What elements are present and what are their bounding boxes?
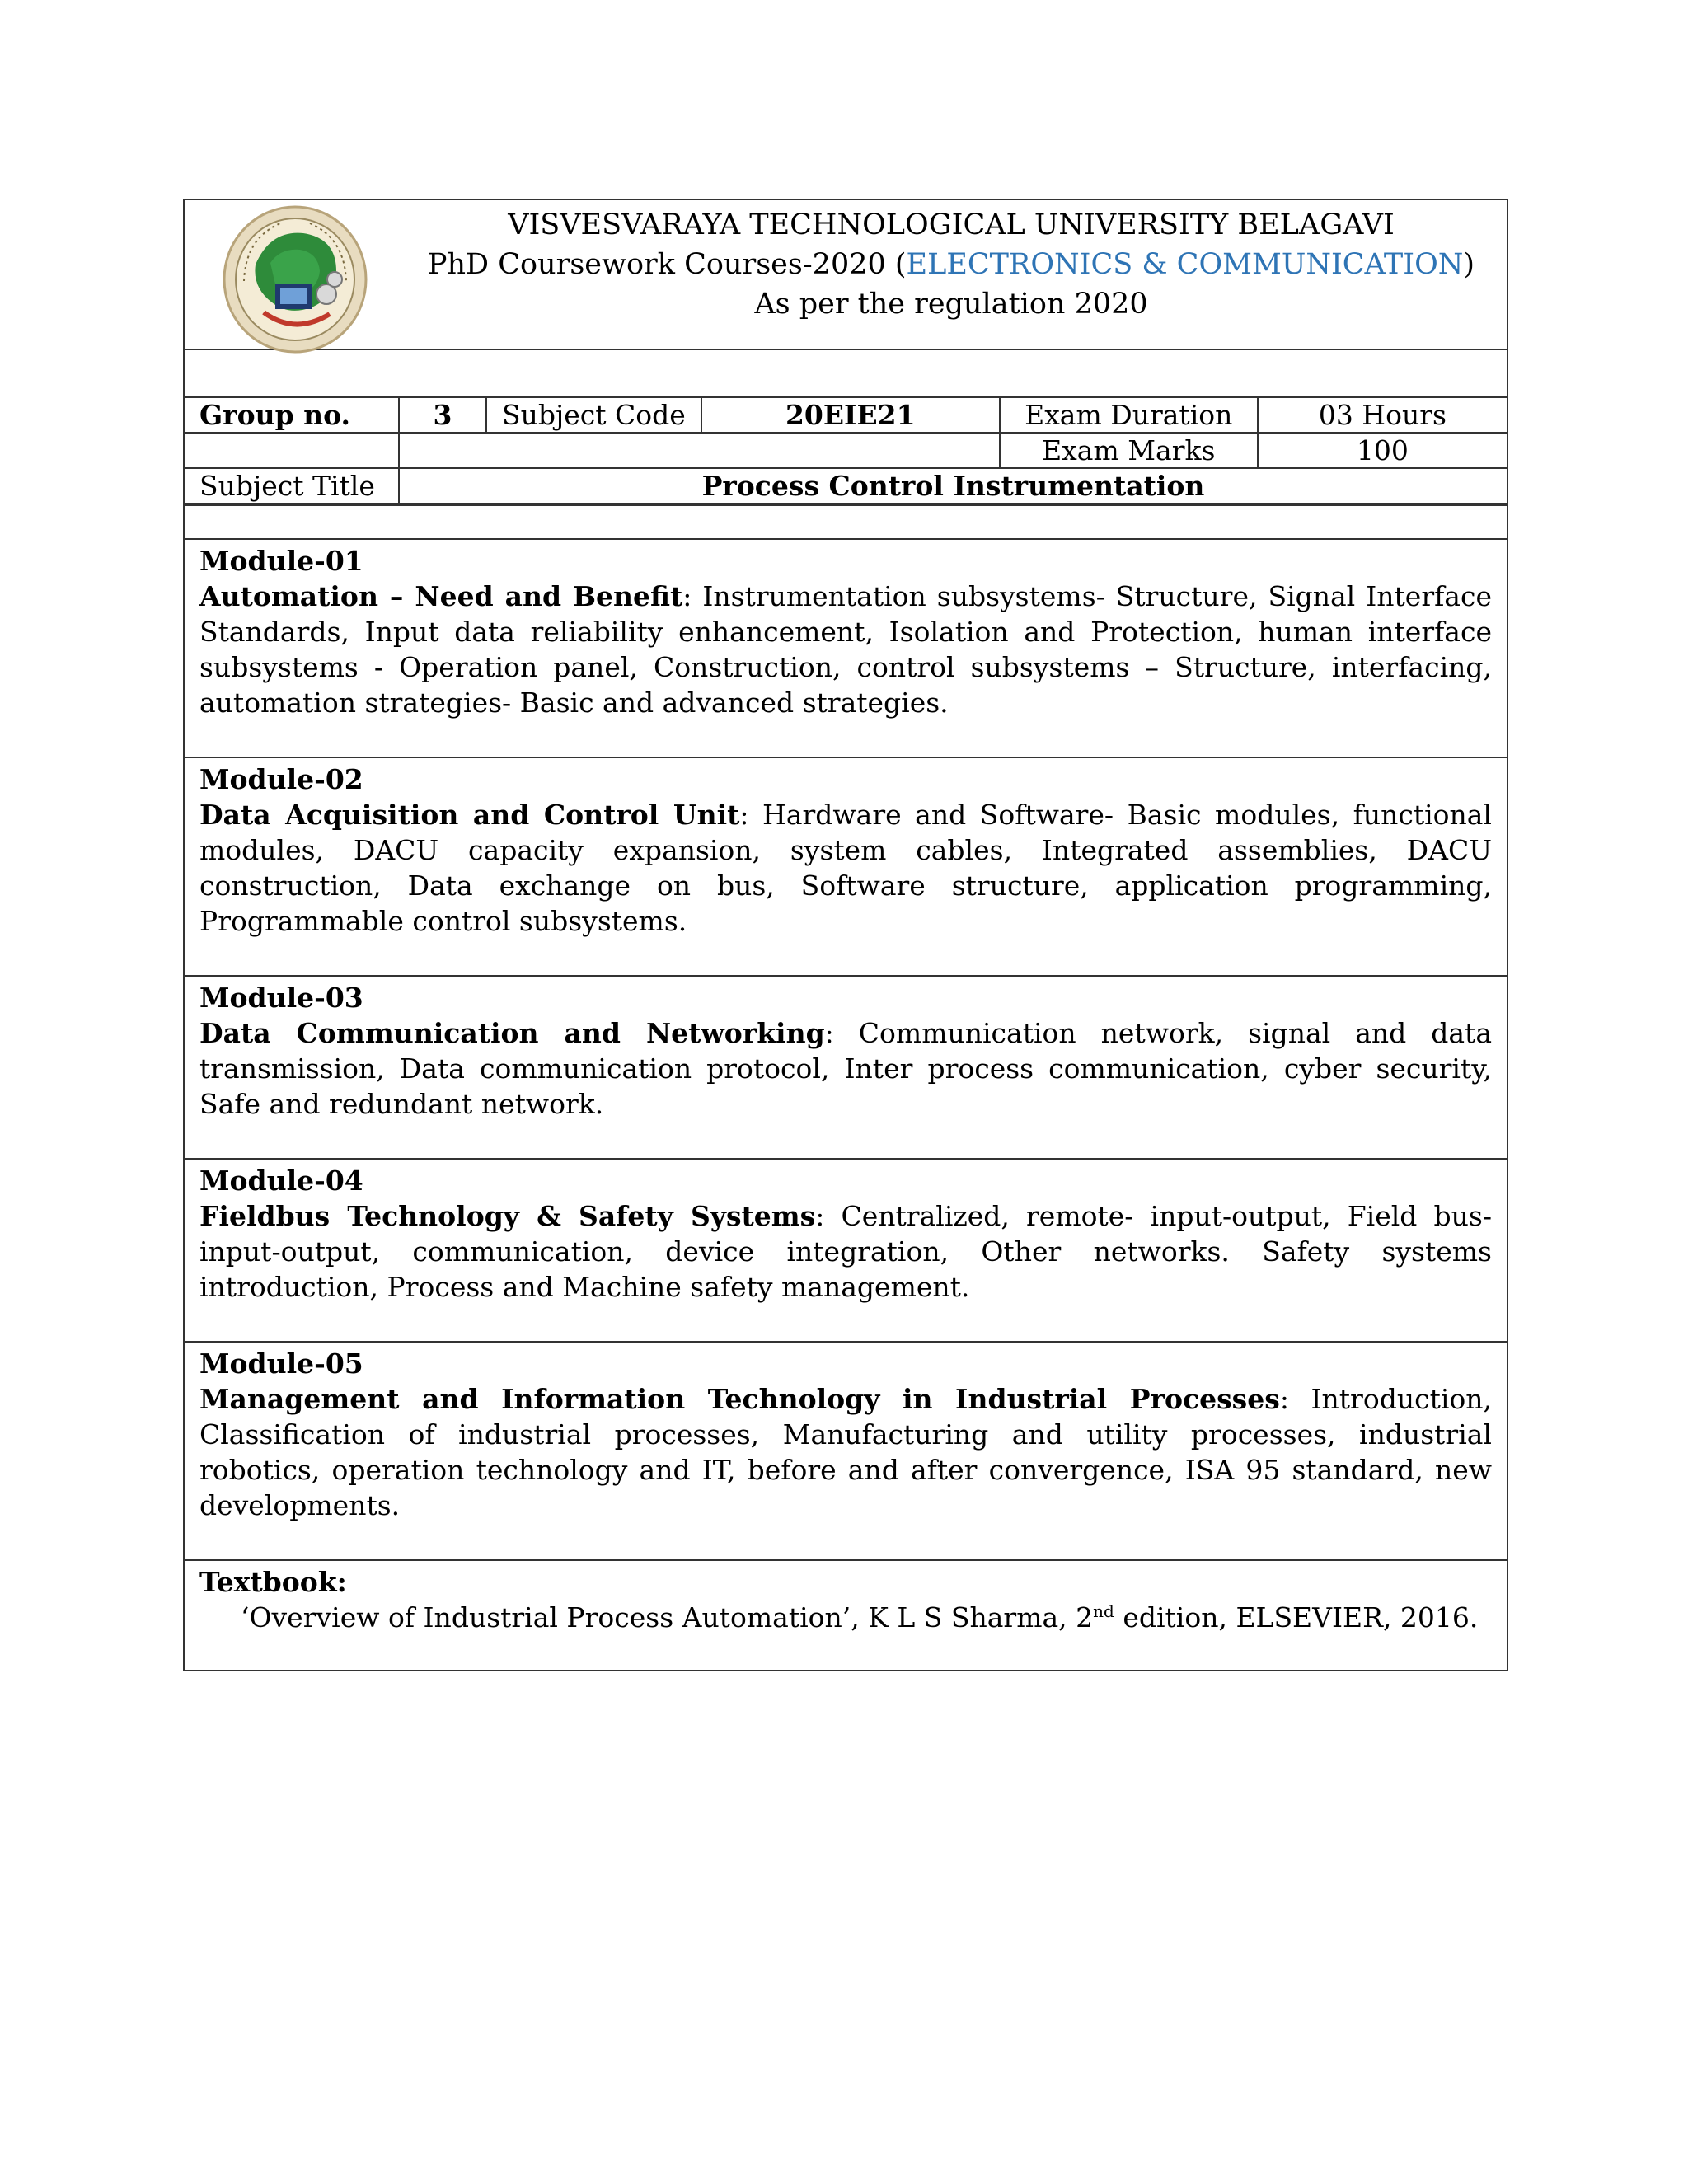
textbook-entry-end: edition, ELSEVIER, 2016. [1114,1601,1479,1633]
textbook-heading: Textbook: [199,1566,347,1598]
subject-title-label: Subject Title [185,468,399,504]
regulation-line: As per the regulation 2020 [754,288,1148,321]
subject-info-section [185,398,1507,506]
module-topic: Data Acquisition and Control Unit [199,799,740,831]
module-body [199,1015,1492,1122]
empty-cell [399,433,1000,468]
university-name: VISVESVARAYA TECHNOLOGICAL UNIVERSITY BELAGAVI [508,209,1395,241]
course-suffix: ) [1463,248,1475,281]
exam-duration-label: Exam Duration [1000,398,1258,433]
module-03 [185,977,1507,1160]
subject-code-label: Subject Code [486,398,701,433]
info-row-group [185,398,1507,433]
module-label: Module-02 [199,763,363,795]
module-body [199,1198,1492,1305]
module-label: Module-05 [199,1347,363,1380]
blank-row [185,350,1507,398]
department-name: ELECTRONICS & COMMUNICATION [906,248,1464,281]
subject-code-value: 20EIE21 [701,398,1000,433]
info-row-marks [185,433,1507,468]
module-04 [185,1160,1507,1343]
syllabus-sheet [183,199,1508,1671]
module-body [199,579,1492,720]
module-02 [185,758,1507,977]
module-topic: Automation – Need and Benefit [199,580,683,612]
textbook-section [185,1561,1507,1670]
module-body [199,1381,1492,1523]
textbook-entry-start: ‘Overview of Industrial Process Automation’, K L S Sharma, 2 [241,1601,1094,1633]
subject-title-value: Process Control Instrumentation [399,468,1507,504]
module-01 [185,540,1507,758]
info-row-title [185,468,1507,504]
blank-row [185,506,1507,540]
module-label: Module-04 [199,1165,363,1197]
exam-duration-value: 03 Hours [1258,398,1507,433]
textbook-entry [199,1600,1492,1635]
module-content: : Centralized, remote- input-output, Field bus- input-output, communication, device integration, Other networks. Safety systems introduction, Process and Machine safety management. [199,1200,1492,1303]
module-label: Module-03 [199,982,363,1014]
module-topic: Fieldbus Technology & Safety Systems [199,1200,816,1232]
module-body [199,797,1492,939]
module-label: Module-01 [199,545,363,577]
module-content: : Communication network, signal and data transmission, Data communication protocol, Inter process communication, cyber security, Safe and redundant network. [199,1017,1492,1120]
exam-marks-label: Exam Marks [1000,433,1258,468]
group-label: Group no. [185,398,399,433]
textbook-edition-suffix: nd [1093,1601,1114,1621]
module-05 [185,1343,1507,1561]
module-content: : Hardware and Software- Basic modules, functional modules, DACU capacity expansion, system cables, Integrated assemblies, DACU construction, Data exchange on bus, Software structure, application programming, Programmable control subsystems. [199,799,1492,937]
exam-marks-value: 100 [1258,433,1507,468]
course-line [396,245,1507,284]
course-prefix: PhD Coursework Courses-2020 ( [427,248,907,281]
module-topic: Management and Information Technology in Industrial Processes [199,1383,1280,1415]
module-topic: Data Communication and Networking [199,1017,825,1049]
header-text [396,205,1507,324]
university-logo [221,205,369,354]
header-section [185,200,1507,350]
subject-info-table [185,398,1507,504]
empty-cell [185,433,399,468]
group-value: 3 [399,398,486,433]
module-content: : Introduction, Classification of industrial processes, Manufacturing and utility processes, industrial robotics, operation technology and IT, before and after convergence, ISA 95 standard, new developments. [199,1383,1492,1521]
module-content: : Instrumentation subsystems- Structure, Signal Interface Standards, Input data reliability enhancement, Isolation and Protection, human interface subsystems - Operation panel, Construction, control subsystems – Structure, interfacing, automation strategies- Basic and advanced strategies. [199,580,1492,719]
